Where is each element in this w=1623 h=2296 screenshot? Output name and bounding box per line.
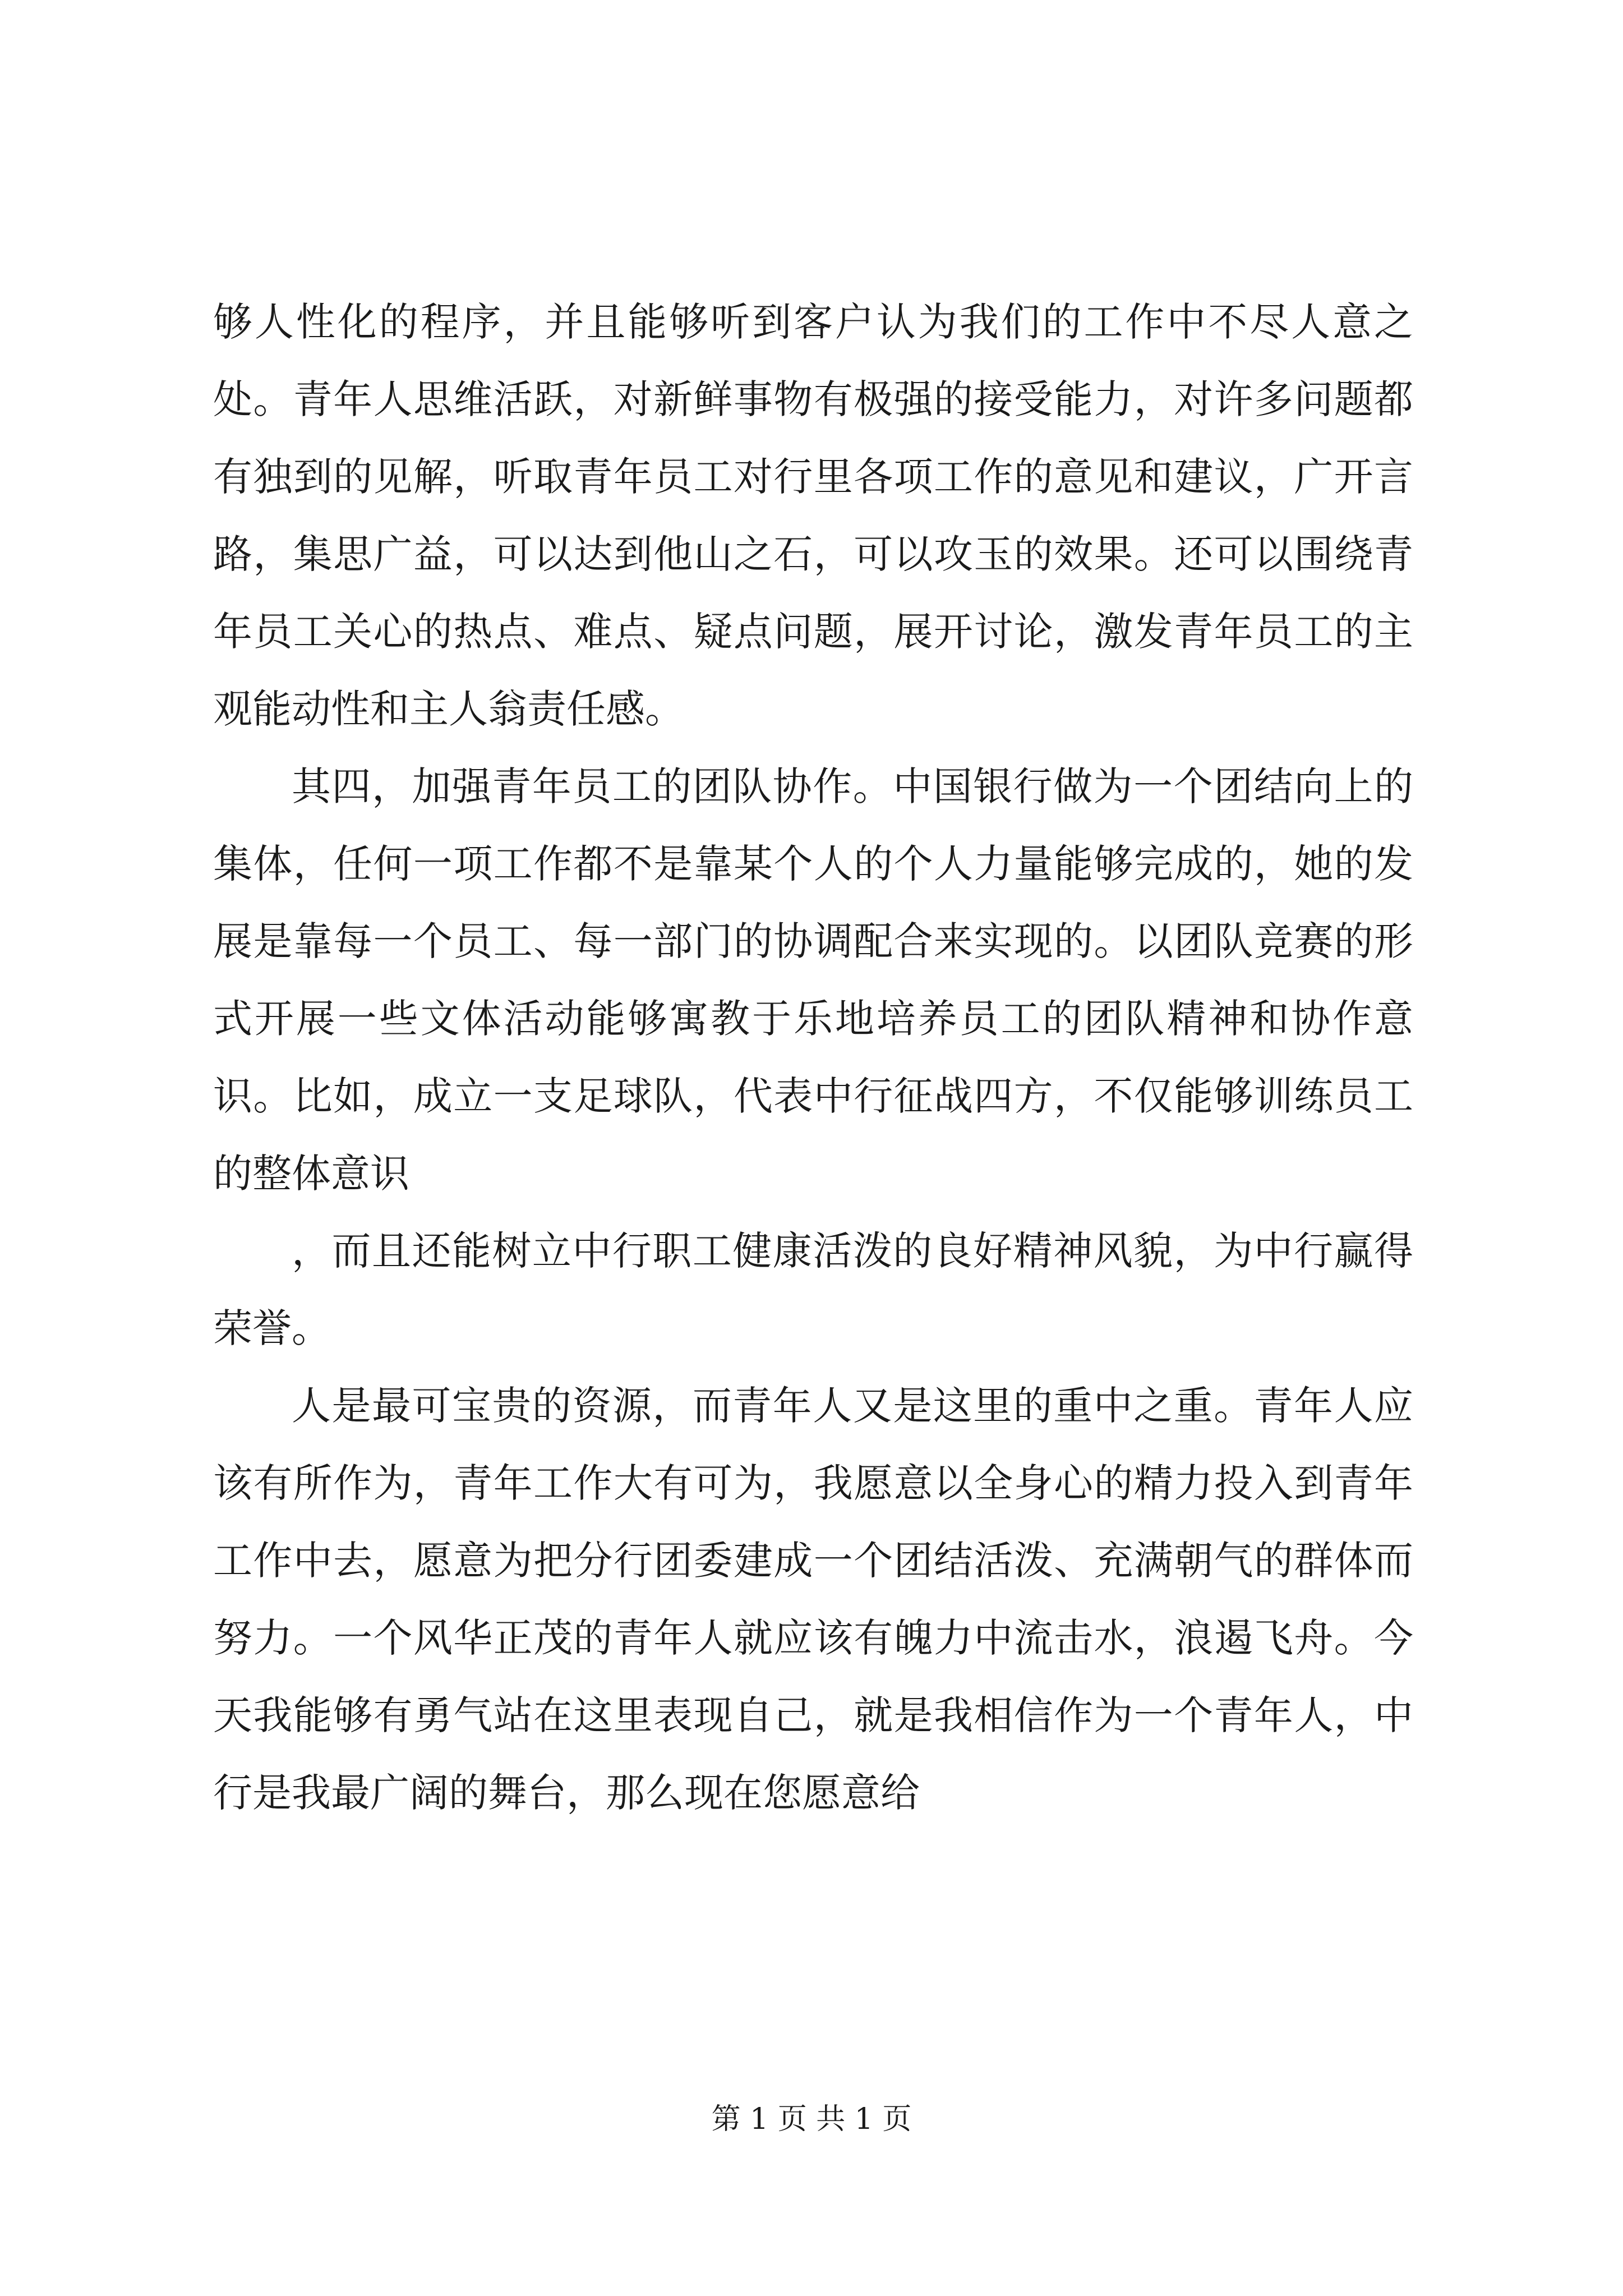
paragraph-3: ，而且还能树立中行职工健康活泼的良好精神风貌，为中行赢得荣誉。 <box>213 1228 1413 1351</box>
paragraph-2: 其四，加强青年员工的团队协作。中国银行做为一个团结向上的集体，任何一项工作都不是靠某个人的个人力量能够完成的，她的发展是靠每一个员工、每一部门的协调配合来实现的。以团队竞赛的形式开展一些文体活动能够寓教于乐地培养员工的团队精神和协作意识。比如，成立一支足球队，代表中行征战四方，不仅能够训练员工的整体意识 <box>213 763 1413 1197</box>
paragraph-1: 够人性化的程序，并且能够听到客户认为我们的工作中不尽人意之处。青年人思维活跃，对新鲜事物有极强的接受能力，对许多问题都有独到的见解，听取青年员工对行里各项工作的意见和建议，广开言路，集思广益，可以达到他山之石，可以攻玉的效果。还可以围绕青年员工关心的热点、难点、疑点问题，展开讨论，激发青年员工的主观能动性和主人翁责任感。 <box>213 299 1413 732</box>
document-body <box>213 283 1413 1832</box>
paragraph-4: 人是最可宝贵的资源，而青年人又是这里的重中之重。青年人应该有所作为，青年工作大有可为，我愿意以全身心的精力投入到青年工作中去，愿意为把分行团委建成一个团结活泼、充满朝气的群体而努力。一个风华正茂的青年人就应该有魄力中流击水，浪遏飞舟。今天我能够有勇气站在这里表现自己，就是我相信作为一个青年人，中行是我最广阔的舞台，那么现在您愿意给 <box>213 1383 1413 1816</box>
page-number-footer: 第 1 页 共 1 页 <box>711 2102 912 2136</box>
